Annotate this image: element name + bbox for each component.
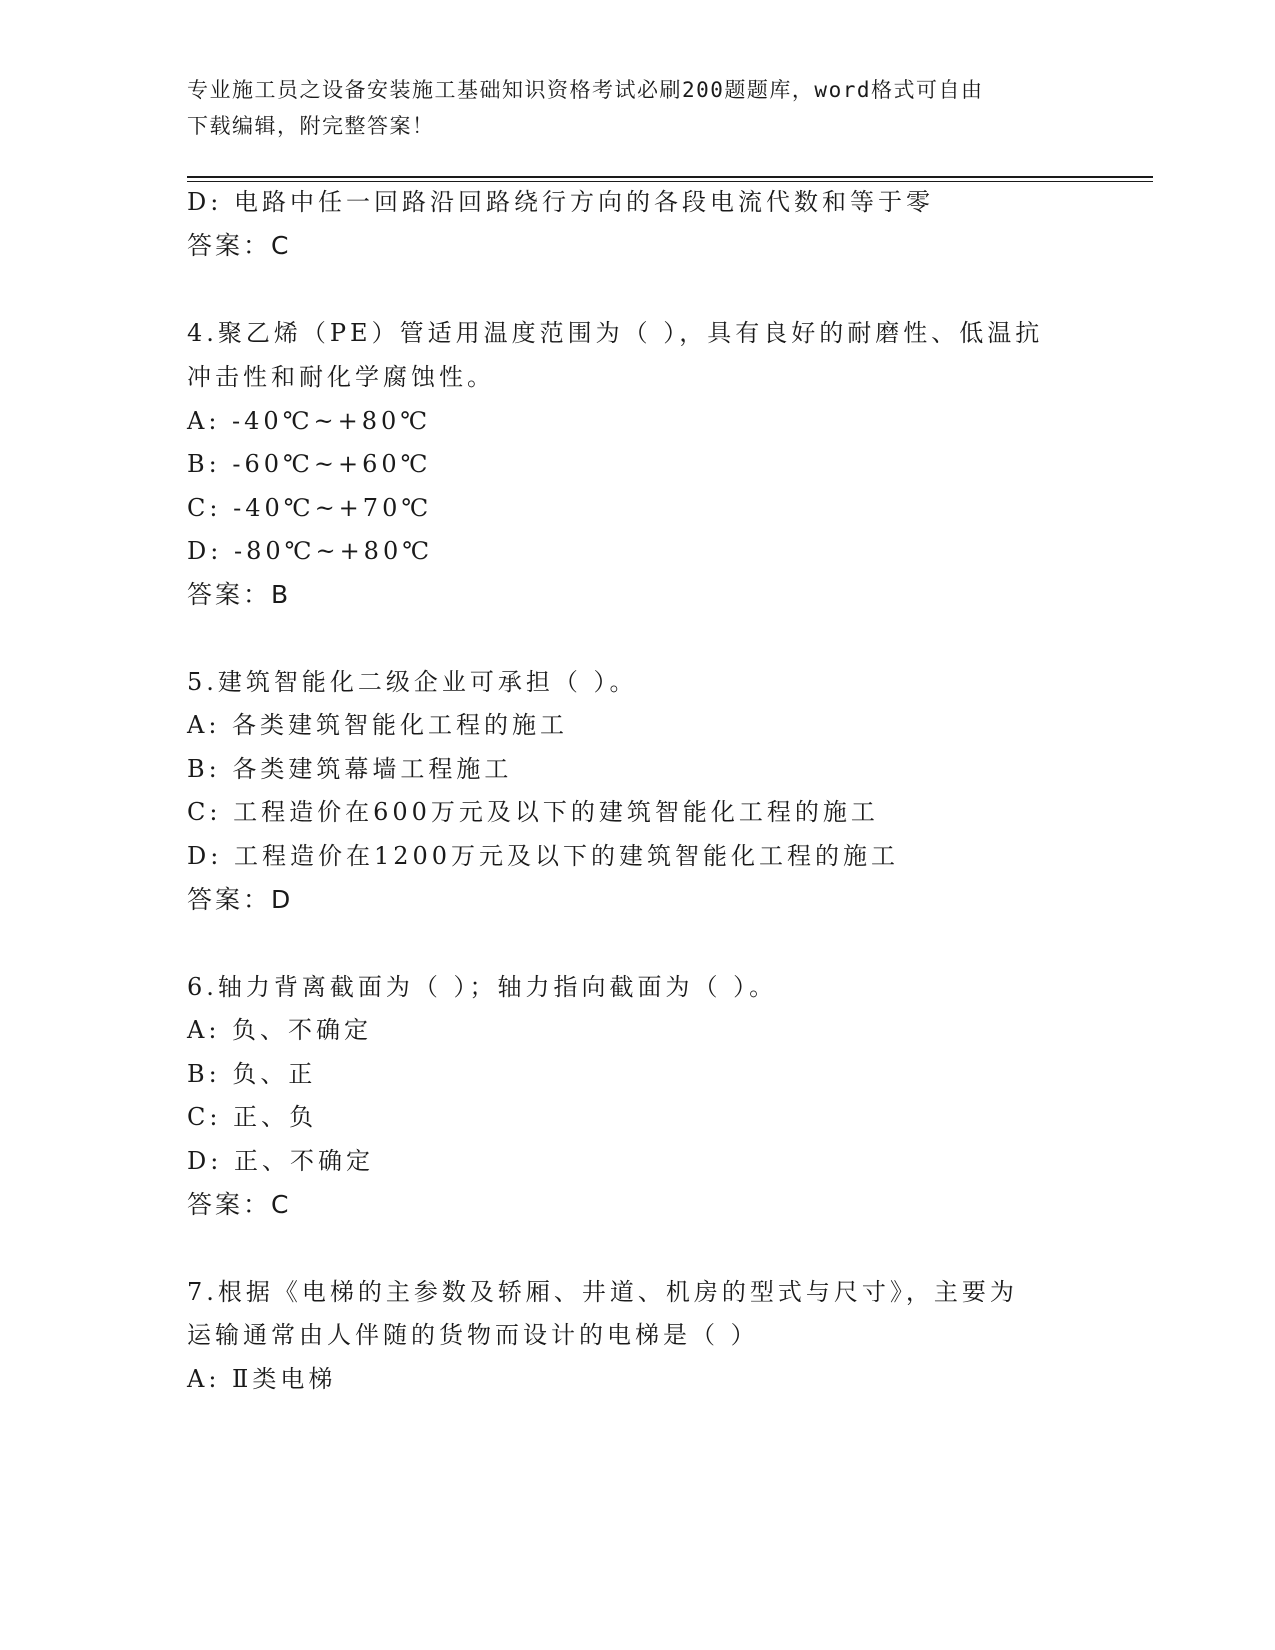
answer-line: 答案：C (187, 231, 292, 260)
option-line: D: 正、不确定 (187, 1147, 374, 1175)
header-line-1: 专业施工员之设备安装施工基础知识资格考试必刷200题题库，word格式可自由 (187, 78, 984, 102)
header-divider-thin (187, 181, 1153, 182)
answer-line: 答案：D (187, 885, 294, 914)
option-line: A: -40℃~+80℃ (187, 407, 432, 435)
option-line: A: 各类建筑智能化工程的施工 (187, 711, 569, 739)
question-line: 5.建筑智能化二级企业可承担（ ）。 (187, 668, 638, 696)
option-line: C: -40℃~+70℃ (187, 494, 433, 522)
question-line: 6.轴力背离截面为（ ）；轴力指向截面为（ ）。 (187, 973, 778, 1001)
question-line: 7.根据《电梯的主参数及轿厢、井道、机房的型式与尺寸》，主要为 (187, 1278, 1018, 1306)
question-line: 冲击性和耐化学腐蚀性。 (187, 363, 495, 391)
option-line: A: 负、不确定 (187, 1016, 373, 1044)
option-line: B: 各类建筑幕墙工程施工 (187, 755, 513, 783)
option-line: C: 工程造价在600万元及以下的建筑智能化工程的施工 (187, 798, 879, 826)
header-line-2: 下载编辑，附完整答案！ (187, 114, 435, 138)
option-line: D: -80℃~+80℃ (187, 537, 434, 565)
question-line: 运输通常由人伴随的货物而设计的电梯是（ ） (187, 1321, 759, 1349)
answer-line: 答案：B (187, 580, 292, 609)
option-line: A: Ⅱ类电梯 (187, 1365, 337, 1393)
answer-line: 答案：C (187, 1190, 292, 1219)
question-line: 4.聚乙烯（PE）管适用温度范围为（ ），具有良好的耐磨性、低温抗 (187, 319, 1044, 347)
option-line: B: 负、正 (187, 1060, 317, 1088)
document-header (187, 72, 1087, 144)
header-divider-thick (187, 176, 1153, 178)
option-line: D: 工程造价在1200万元及以下的建筑智能化工程的施工 (187, 842, 900, 870)
option-line: B: -60℃~+60℃ (187, 450, 432, 478)
option-line: D: 电路中任一回路沿回路绕行方向的各段电流代数和等于零 (187, 188, 934, 216)
option-line: C: 正、负 (187, 1103, 318, 1131)
